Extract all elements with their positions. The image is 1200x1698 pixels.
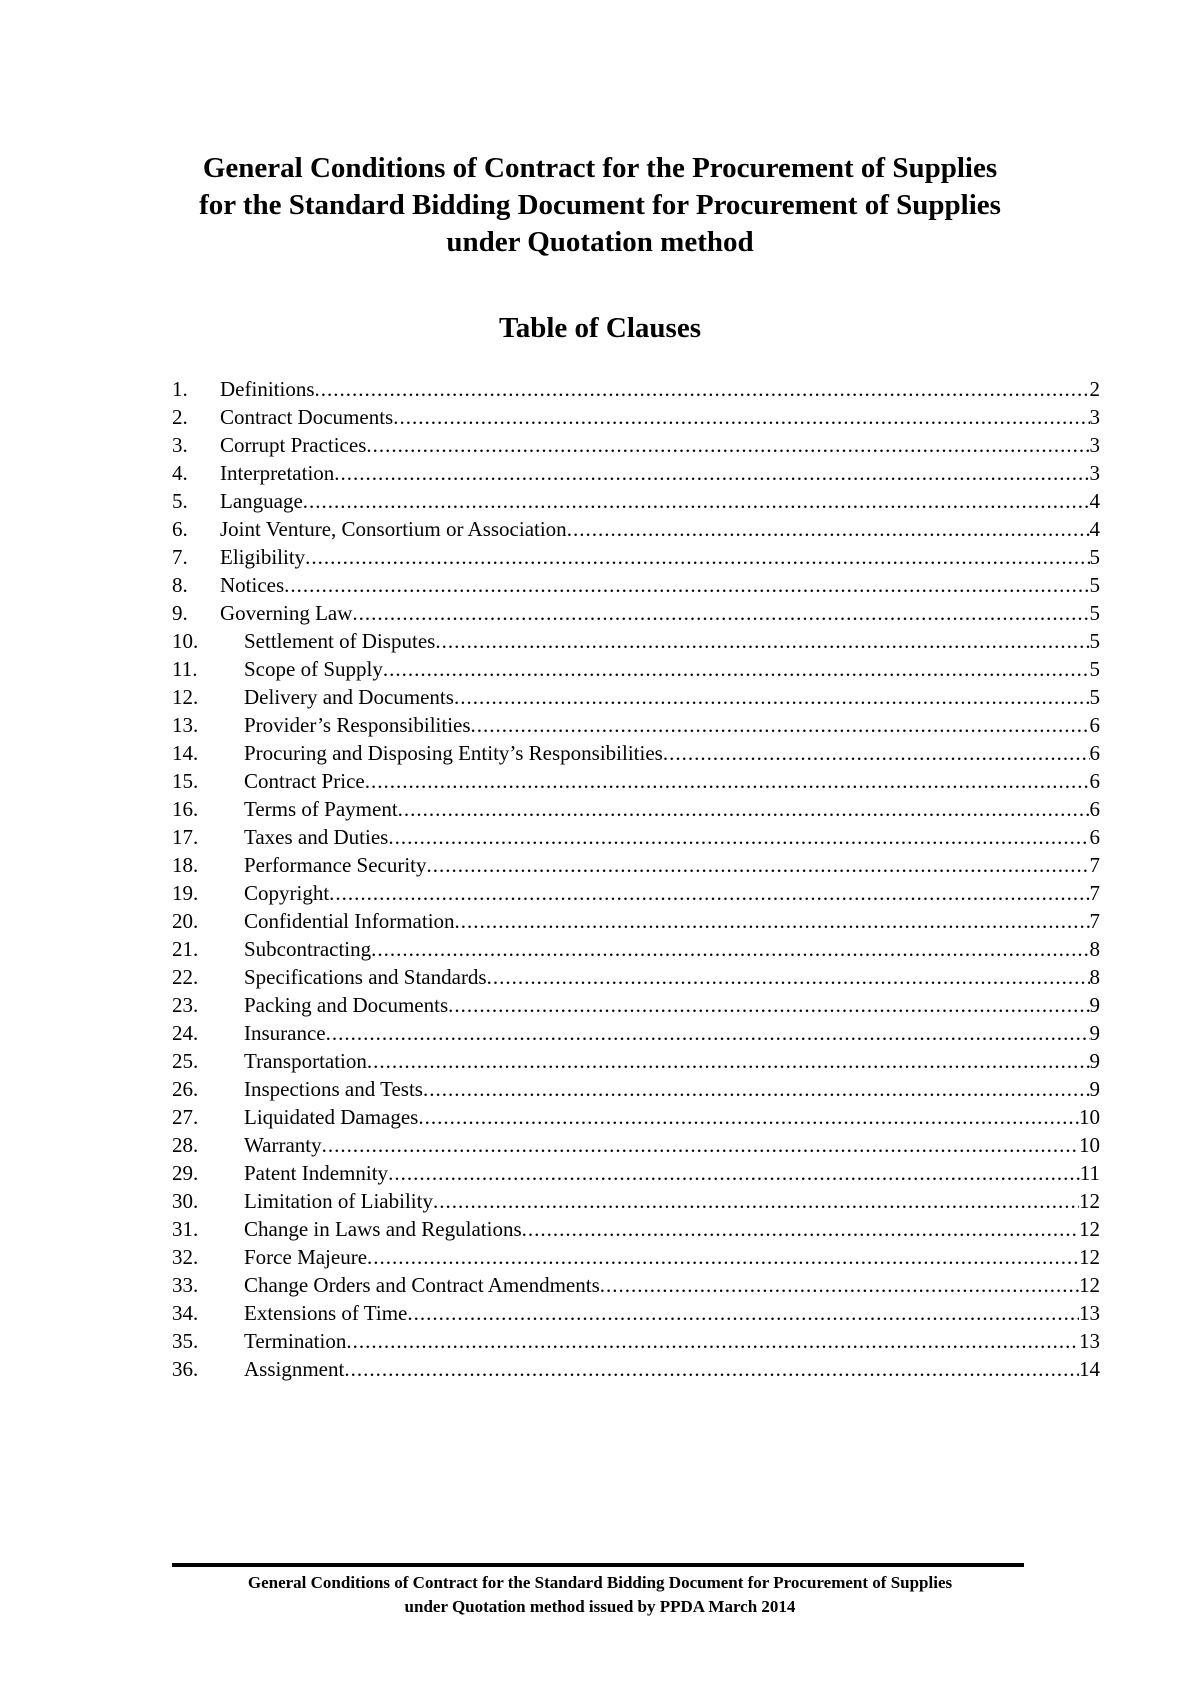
toc-entry-page: 3 [1089, 405, 1100, 429]
toc-entry-number: 1. [172, 377, 188, 401]
toc-entry-number: 20. [172, 909, 199, 933]
toc-dot-leader [303, 487, 1090, 515]
toc-dot-leader [567, 515, 1090, 543]
toc-entry-page: 4 [1089, 489, 1100, 513]
toc-dot-leader [435, 627, 1089, 655]
toc-entry-number: 9. [172, 601, 188, 625]
toc-entry[interactable] [172, 823, 1100, 851]
toc-entry-page: 6 [1089, 825, 1100, 849]
toc-entry[interactable] [172, 655, 1100, 683]
toc-entry[interactable] [172, 795, 1100, 823]
toc-entry-page: 9 [1089, 993, 1100, 1017]
toc-entry-page: 6 [1089, 769, 1100, 793]
toc-entry-title: Procuring and Disposing Entity’s Responsibilities [244, 741, 663, 765]
toc-entry[interactable] [172, 963, 1100, 991]
toc-entry-page: 7 [1089, 853, 1100, 877]
footer-line-2: under Quotation method issued by PPDA March 2014 [404, 1597, 796, 1616]
toc-entry[interactable] [172, 1215, 1100, 1243]
toc-entry[interactable] [172, 375, 1100, 403]
toc-entry-title: Packing and Documents [244, 993, 449, 1017]
toc-entry-title: Warranty [244, 1133, 322, 1157]
toc-entry-title: Contract Price [244, 769, 365, 793]
toc-dot-leader [344, 1355, 1079, 1383]
toc-dot-leader [455, 907, 1090, 935]
toc-entry[interactable] [172, 403, 1100, 431]
toc-entry[interactable] [172, 1131, 1100, 1159]
toc-dot-leader [433, 1187, 1079, 1215]
toc-entry-title: Joint Venture, Consortium or Association [220, 517, 567, 541]
toc-entry-number: 18. [172, 853, 199, 877]
toc-dot-leader [346, 1327, 1079, 1355]
toc-entry-page: 9 [1089, 1049, 1100, 1073]
toc-entry[interactable] [172, 543, 1100, 571]
toc-dot-leader [383, 655, 1090, 683]
page-footer [0, 1571, 1200, 1619]
toc-entry-title: Subcontracting [244, 937, 372, 961]
toc-entry-page: 6 [1089, 797, 1100, 821]
toc-dot-leader [322, 1131, 1079, 1159]
toc-entry-number: 22. [172, 965, 199, 989]
toc-entry-page: 11 [1079, 1161, 1100, 1185]
toc-dot-leader [418, 1103, 1079, 1131]
toc-entry-title: Confidential Information [244, 909, 455, 933]
toc-heading: Table of Clauses [499, 312, 701, 344]
toc-entry[interactable] [172, 851, 1100, 879]
toc-dot-leader [448, 991, 1089, 1019]
toc-entry[interactable] [172, 879, 1100, 907]
toc-entry-number: 5. [172, 489, 188, 513]
toc-entry[interactable] [172, 1075, 1100, 1103]
toc-entry-page: 9 [1089, 1077, 1100, 1101]
toc-entry-number: 32. [172, 1245, 199, 1269]
toc-dot-leader [427, 851, 1090, 879]
toc-entry-number: 24. [172, 1021, 199, 1045]
toc-entry-number: 14. [172, 741, 199, 765]
toc-entry-title: Extensions of Time [244, 1301, 408, 1325]
toc-entry-page: 8 [1089, 937, 1100, 961]
toc-entry-title: Interpretation [220, 461, 335, 485]
toc-entry[interactable] [172, 1243, 1100, 1271]
toc-entry-page: 13 [1079, 1301, 1100, 1325]
toc-entry-title: Assignment [244, 1357, 345, 1381]
toc-entry-page: 12 [1079, 1189, 1100, 1213]
toc-entry-title: Force Majeure [244, 1245, 368, 1269]
toc-entry-page: 14 [1079, 1357, 1100, 1381]
toc-dot-leader [366, 431, 1089, 459]
toc-entry-title: Terms of Payment [244, 797, 398, 821]
toc-entry-page: 6 [1089, 713, 1100, 737]
toc-entry-number: 7. [172, 545, 188, 569]
toc-entry-page: 3 [1089, 461, 1100, 485]
toc-dot-leader [326, 1019, 1090, 1047]
toc-entry[interactable] [172, 1103, 1100, 1131]
toc-entry-page: 13 [1079, 1329, 1100, 1353]
toc-entry[interactable] [172, 935, 1100, 963]
toc-entry-title: Patent Indemnity [244, 1161, 389, 1185]
toc-dot-leader [398, 795, 1090, 823]
toc-entry[interactable] [172, 1271, 1100, 1299]
toc-dot-leader [388, 1159, 1080, 1187]
title-line-3: under Quotation method [446, 226, 754, 258]
toc-entry-number: 17. [172, 825, 199, 849]
toc-entry-number: 16. [172, 797, 199, 821]
toc-entry[interactable] [172, 515, 1100, 543]
toc-entry-page: 5 [1089, 545, 1100, 569]
toc-entry[interactable] [172, 487, 1100, 515]
toc-entry-number: 13. [172, 713, 199, 737]
toc-entry-title: Copyright [244, 881, 330, 905]
toc-entry-number: 35. [172, 1329, 199, 1353]
toc-entry-number: 30. [172, 1189, 199, 1213]
toc-entry-title: Notices [220, 573, 285, 597]
toc-dot-leader [471, 711, 1090, 739]
toc-entry[interactable] [172, 683, 1100, 711]
toc-entry-number: 28. [172, 1133, 199, 1157]
toc-entry-number: 19. [172, 881, 199, 905]
toc-entry[interactable] [172, 1159, 1100, 1187]
toc-entry[interactable] [172, 1355, 1100, 1383]
toc-entry-page: 12 [1079, 1273, 1100, 1297]
toc-entry-title: Corrupt Practices [220, 433, 367, 457]
toc-dot-leader [329, 879, 1089, 907]
table-of-clauses [172, 375, 1100, 1383]
document-title [0, 150, 1200, 261]
toc-entry[interactable] [172, 1299, 1100, 1327]
toc-entry-page: 12 [1079, 1217, 1100, 1241]
toc-entry-title: Inspections and Tests [244, 1077, 423, 1101]
toc-entry-title: Provider’s Responsibilities [244, 713, 471, 737]
toc-entry[interactable] [172, 907, 1100, 935]
toc-dot-leader [388, 823, 1089, 851]
toc-entry-page: 5 [1089, 657, 1100, 681]
toc-dot-leader [393, 403, 1089, 431]
toc-entry[interactable] [172, 571, 1100, 599]
toc-entry-title: Insurance [244, 1021, 326, 1045]
footer-rule [172, 1563, 1024, 1567]
toc-entry-page: 3 [1089, 433, 1100, 457]
toc-entry-page: 10 [1079, 1133, 1100, 1157]
title-line-1: General Conditions of Contract for the Procurement of Supplies [202, 152, 998, 184]
toc-entry-number: 27. [172, 1105, 199, 1129]
toc-entry[interactable] [172, 711, 1100, 739]
toc-dot-leader [367, 1243, 1079, 1271]
toc-entry[interactable] [172, 1047, 1100, 1075]
toc-entry-title: Termination [244, 1329, 347, 1353]
toc-dot-leader [365, 767, 1090, 795]
toc-entry[interactable] [172, 1327, 1100, 1355]
toc-dot-leader [352, 599, 1089, 627]
toc-entry-title: Specifications and Standards [244, 965, 487, 989]
toc-entry-title: Limitation of Liability [244, 1189, 433, 1213]
toc-entry-title: Eligibility [220, 545, 306, 569]
toc-entry[interactable] [172, 627, 1100, 655]
toc-entry-title: Transportation [244, 1049, 367, 1073]
toc-entry-title: Definitions [220, 377, 315, 401]
toc-dot-leader [334, 459, 1089, 487]
toc-dot-leader [522, 1215, 1079, 1243]
toc-entry-title: Contract Documents [220, 405, 394, 429]
title-line-2: for the Standard Bidding Document for Procurement of Supplies [199, 189, 1001, 221]
toc-entry-number: 34. [172, 1301, 199, 1325]
toc-entry-number: 26. [172, 1077, 199, 1101]
toc-entry-page: 7 [1089, 909, 1100, 933]
toc-entry-number: 21. [172, 937, 199, 961]
toc-dot-leader [367, 1047, 1090, 1075]
toc-entry-number: 15. [172, 769, 199, 793]
toc-entry[interactable] [172, 599, 1100, 627]
toc-entry-title: Liquidated Damages [244, 1105, 419, 1129]
toc-entry-number: 29. [172, 1161, 199, 1185]
toc-entry[interactable] [172, 767, 1100, 795]
toc-entry-page: 12 [1079, 1245, 1100, 1269]
toc-entry[interactable] [172, 459, 1100, 487]
toc-entry-number: 6. [172, 517, 188, 541]
toc-entry-title: Scope of Supply [244, 657, 383, 681]
toc-entry-title: Change Orders and Contract Amendments [244, 1273, 600, 1297]
toc-entry-title: Delivery and Documents [244, 685, 454, 709]
toc-dot-leader [284, 571, 1089, 599]
toc-entry-page: 9 [1089, 1021, 1100, 1045]
toc-entry-page: 10 [1079, 1105, 1100, 1129]
toc-entry-page: 6 [1089, 741, 1100, 765]
footer-line-1: General Conditions of Contract for the Standard Bidding Document for Procurement of Supplies [247, 1573, 953, 1592]
toc-entry[interactable] [172, 1019, 1100, 1047]
toc-dot-leader [315, 375, 1090, 403]
toc-entry-number: 4. [172, 461, 188, 485]
toc-dot-leader [600, 1271, 1079, 1299]
toc-entry-number: 31. [172, 1217, 199, 1241]
toc-entry-number: 12. [172, 685, 199, 709]
toc-entry[interactable] [172, 431, 1100, 459]
toc-dot-leader [407, 1299, 1079, 1327]
toc-entry[interactable] [172, 739, 1100, 767]
toc-dot-leader [423, 1075, 1090, 1103]
toc-entry-number: 2. [172, 405, 188, 429]
toc-entry-page: 7 [1089, 881, 1100, 905]
toc-entry-number: 8. [172, 573, 188, 597]
toc-entry[interactable] [172, 1187, 1100, 1215]
toc-entry-number: 11. [172, 657, 198, 681]
toc-entry-title: Language [220, 489, 303, 513]
toc-dot-leader [371, 935, 1089, 963]
toc-entry-title: Taxes and Duties [244, 825, 389, 849]
toc-entry-number: 3. [172, 433, 188, 457]
toc-entry-page: 4 [1089, 517, 1100, 541]
toc-entry-number: 25. [172, 1049, 199, 1073]
toc-entry-number: 10. [172, 629, 199, 653]
toc-dot-leader [454, 683, 1090, 711]
toc-entry-page: 5 [1089, 573, 1100, 597]
toc-entry-page: 5 [1089, 685, 1100, 709]
toc-entry-number: 23. [172, 993, 199, 1017]
toc-entry-title: Settlement of Disputes [244, 629, 436, 653]
toc-entry-page: 5 [1089, 629, 1100, 653]
toc-entry-page: 8 [1089, 965, 1100, 989]
toc-dot-leader [487, 963, 1090, 991]
toc-entry-number: 33. [172, 1273, 199, 1297]
toc-entry-number: 36. [172, 1357, 199, 1381]
toc-dot-leader [305, 543, 1089, 571]
toc-entry-page: 5 [1089, 601, 1100, 625]
toc-entry-title: Governing Law [220, 601, 353, 625]
toc-dot-leader [663, 739, 1090, 767]
toc-entry-page: 2 [1089, 377, 1100, 401]
toc-entry-title: Change in Laws and Regulations [244, 1217, 522, 1241]
toc-entry-title: Performance Security [244, 853, 427, 877]
toc-entry[interactable] [172, 991, 1100, 1019]
